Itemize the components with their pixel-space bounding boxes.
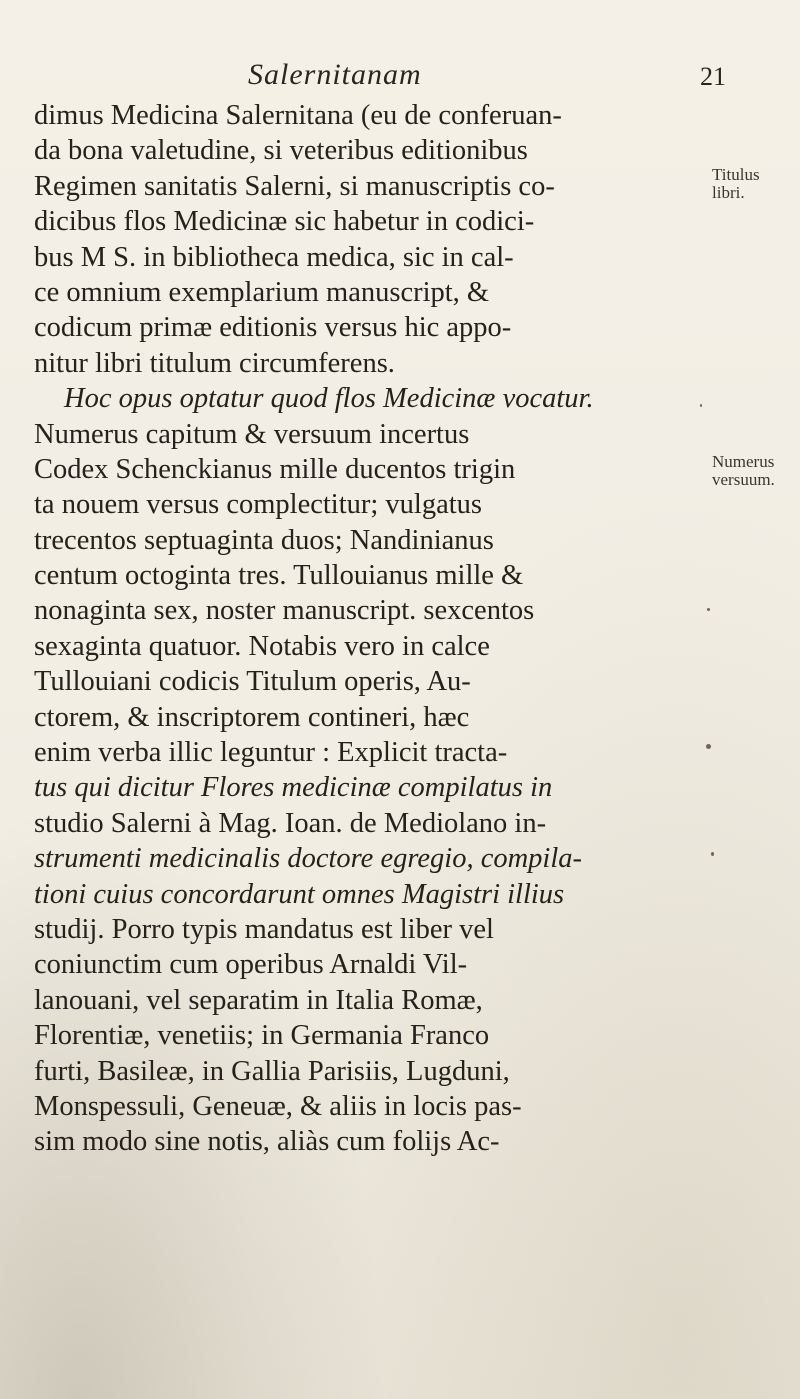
text-line: dimus Medicina Salernitana (eu de conferuan-	[34, 100, 562, 131]
text-line: Hoc opus optatur quod flos Medicinæ vocatur.	[64, 383, 594, 415]
text-line: codicum primæ editionis versus hic appo-	[34, 312, 512, 344]
margin-note-verses: Numerus versuum.	[712, 452, 775, 489]
ink-speck	[711, 852, 714, 856]
text-line: nonaginta sex, noster manuscript. sexcentos	[34, 595, 535, 627]
text-line: studio Salerni à Mag. Ioan. de Mediolano in-	[34, 807, 547, 839]
text-line: Florentiæ, venetiis; in Germania Franco	[34, 1020, 490, 1052]
text-line: Monspessuli, Geneuæ, & aliis in locis pas-	[34, 1090, 522, 1122]
text-line: studij. Porro typis mandatus est liber vel	[34, 913, 494, 945]
text-line: Codex Schenckianus mille ducentos trigin	[34, 453, 516, 485]
text-line: Tullouiani codicis Titulum operis, Au-	[34, 666, 471, 698]
text-line: tioni cuius concordarunt omnes Magistri illius	[34, 878, 565, 910]
text-line: trecentos septuaginta duos; Nandinianus	[34, 524, 494, 556]
page-number: 21	[700, 62, 726, 91]
text-line: Numerus capitum & versuum incertus	[34, 418, 470, 450]
ink-speck	[700, 404, 702, 407]
text-line: enim verba illic leguntur : Explicit tracta-	[34, 737, 508, 769]
text-line: strumenti medicinalis doctore egregio, compila-	[34, 843, 582, 875]
text-line: bus M S. in bibliotheca medica, sic in cal-	[34, 241, 514, 273]
text-line: da bona valetudine, si veteribus editionibus	[34, 135, 528, 167]
running-title: Salernitanam	[248, 58, 422, 91]
text-line: sim modo sine notis, aliàs cum folijs Ac-	[34, 1126, 500, 1158]
text-line: tus qui dicitur Flores medicinæ compilatus in	[34, 772, 553, 804]
text-line: ctorem, & inscriptorem contineri, hæc	[34, 701, 470, 733]
text-line: sexaginta quatuor. Notabis vero in calce	[34, 630, 490, 662]
ink-speck	[706, 744, 711, 749]
text-line: dicibus flos Medicinæ sic habetur in codici-	[34, 206, 535, 238]
text-line: coniunctim cum operibus Arnaldi Vil-	[34, 949, 468, 981]
text-line: nitur libri titulum circumferens.	[34, 347, 395, 379]
text-line: Regimen sanitatis Salerni, si manuscriptis co-	[34, 170, 555, 202]
body-text	[34, 98, 694, 1160]
text-line: centum octoginta tres. Tullouianus mille &	[34, 560, 524, 592]
margin-note-title: Titulus libri.	[712, 165, 760, 202]
text-line: ce omnium exemplarium manuscript, &	[34, 276, 490, 308]
text-line: ta nouem versus complectitur; vulgatus	[34, 489, 482, 521]
ink-speck	[707, 608, 710, 611]
text-line: lanouani, vel separatim in Italia Romæ,	[34, 984, 483, 1016]
text-line: furti, Basileæ, in Gallia Parisiis, Lugduni,	[34, 1055, 510, 1087]
